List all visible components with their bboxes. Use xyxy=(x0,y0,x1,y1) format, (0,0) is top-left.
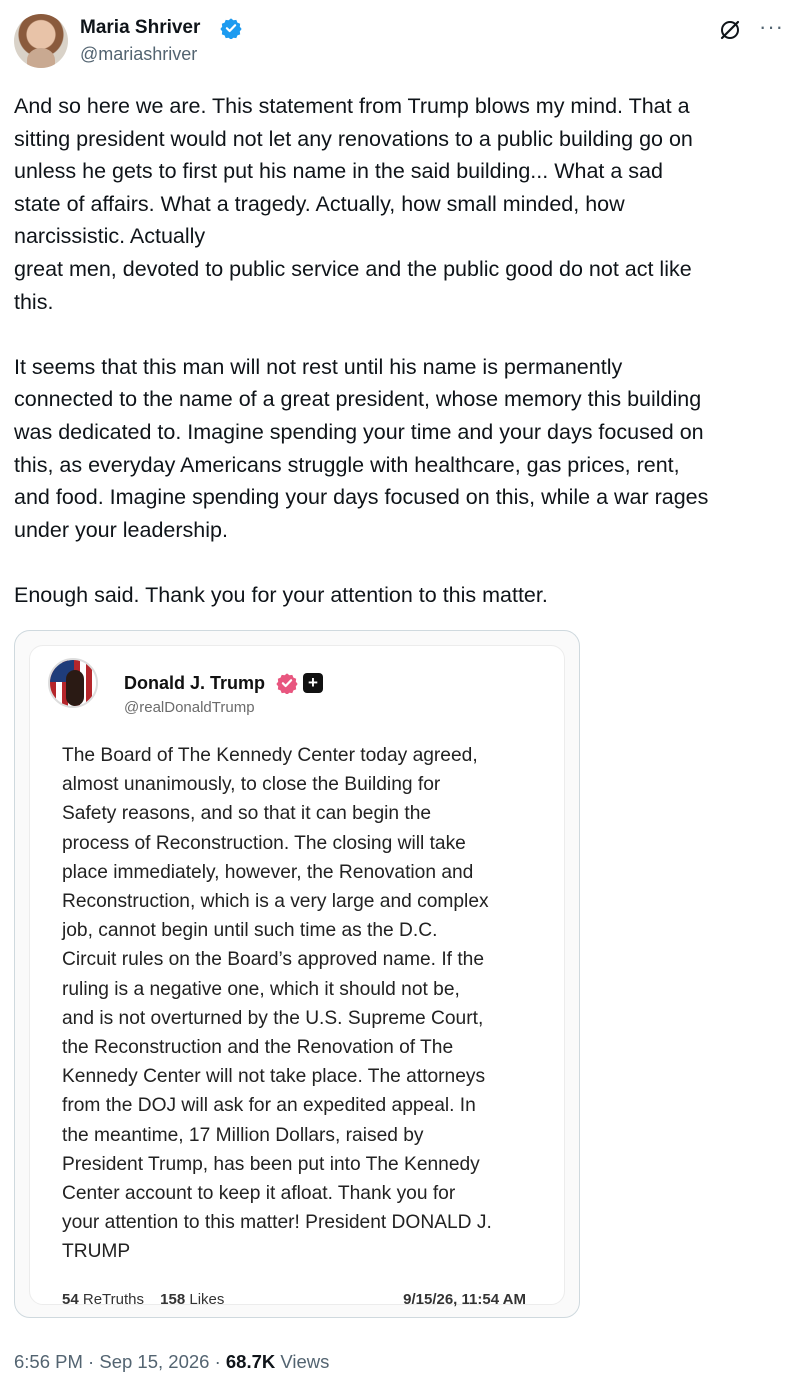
meta-separator: · xyxy=(214,1351,221,1372)
truth-author-handle: @realDonaldTrump xyxy=(124,699,255,716)
tweet-paragraph-2: It seems that this man will not rest until his name is permanently connected to the name of a great president, whose memory this building was dedicated to. Imagine spending your time and your days focused on this, as everyday Americans struggle with healthcare, gas prices, rent, and food. Imagine spending your days focused on this, while a war rages under your leadership. xyxy=(14,354,709,542)
tweet-time[interactable]: 6:56 PM xyxy=(14,1351,83,1372)
grok-icon[interactable] xyxy=(718,18,742,42)
truth-stats xyxy=(62,1291,236,1308)
tweet-paragraph-1: And so here we are. This statement from Trump blows my mind. That a sitting president would not let any renovations to a public building go on unless he gets to first put his name in the said building... What a sad state of affairs. What a tragedy. Actually, how small minded, how narcissistic. Actually great men, devoted to public service and the public good do not act like this. xyxy=(14,94,693,314)
truth-author-avatar xyxy=(48,658,98,708)
more-icon[interactable]: ··· xyxy=(759,14,784,39)
verified-badge-icon xyxy=(276,672,298,694)
quoted-image-card[interactable] xyxy=(14,630,580,1318)
author-display-name[interactable]: Maria Shriver xyxy=(80,17,201,38)
meta-separator: · xyxy=(88,1351,95,1372)
verified-badge-icon xyxy=(220,17,242,39)
tweet-paragraph-3: Enough said. Thank you for your attention to this matter. xyxy=(14,582,548,607)
truth-social-post xyxy=(29,645,565,1308)
author-avatar[interactable] xyxy=(14,14,68,68)
truth-timestamp: 9/15/26, 11:54 AM xyxy=(403,1291,526,1308)
retruths-stat: 54 ReTruths xyxy=(62,1291,144,1308)
truth-post-text: The Board of The Kennedy Center today agreed, almost unanimously, to close the Building for Safety reasons, and so that it can begin the process of Reconstruction. The closing will take place immediately, however, the Renovation and Reconstruction, which is a very large and complex job, cannot begin until such time as the D.C. Circuit rules on the Board’s approved name. If the ruling is a negative one, which it should not be, and is not overturned by the U.S. Supreme Court, the Reconstruction and the Renovation of The Kennedy Center will not take place. The attorneys from the DOJ will ask for an expedited appeal. In the meantime, 17 Million Dollars, raised by President Trump, has been put into The Kennedy Center account to keep it afloat. Thank you for your attention to this matter! President DONALD J. TRUMP xyxy=(62,745,492,1263)
likes-stat: 158 Likes xyxy=(160,1291,225,1308)
views-count[interactable]: 68.7K xyxy=(225,1351,276,1372)
plus-icon: + xyxy=(303,673,323,693)
author-handle[interactable]: @mariashriver xyxy=(80,44,198,64)
truth-author-name: Donald J. Trump xyxy=(124,673,266,693)
tweet-meta xyxy=(14,1351,329,1373)
tweet-header xyxy=(14,14,786,70)
tweet-date[interactable]: Sep 15, 2026 xyxy=(99,1351,210,1372)
tweet-text xyxy=(14,90,789,612)
views-label: Views xyxy=(280,1351,330,1372)
